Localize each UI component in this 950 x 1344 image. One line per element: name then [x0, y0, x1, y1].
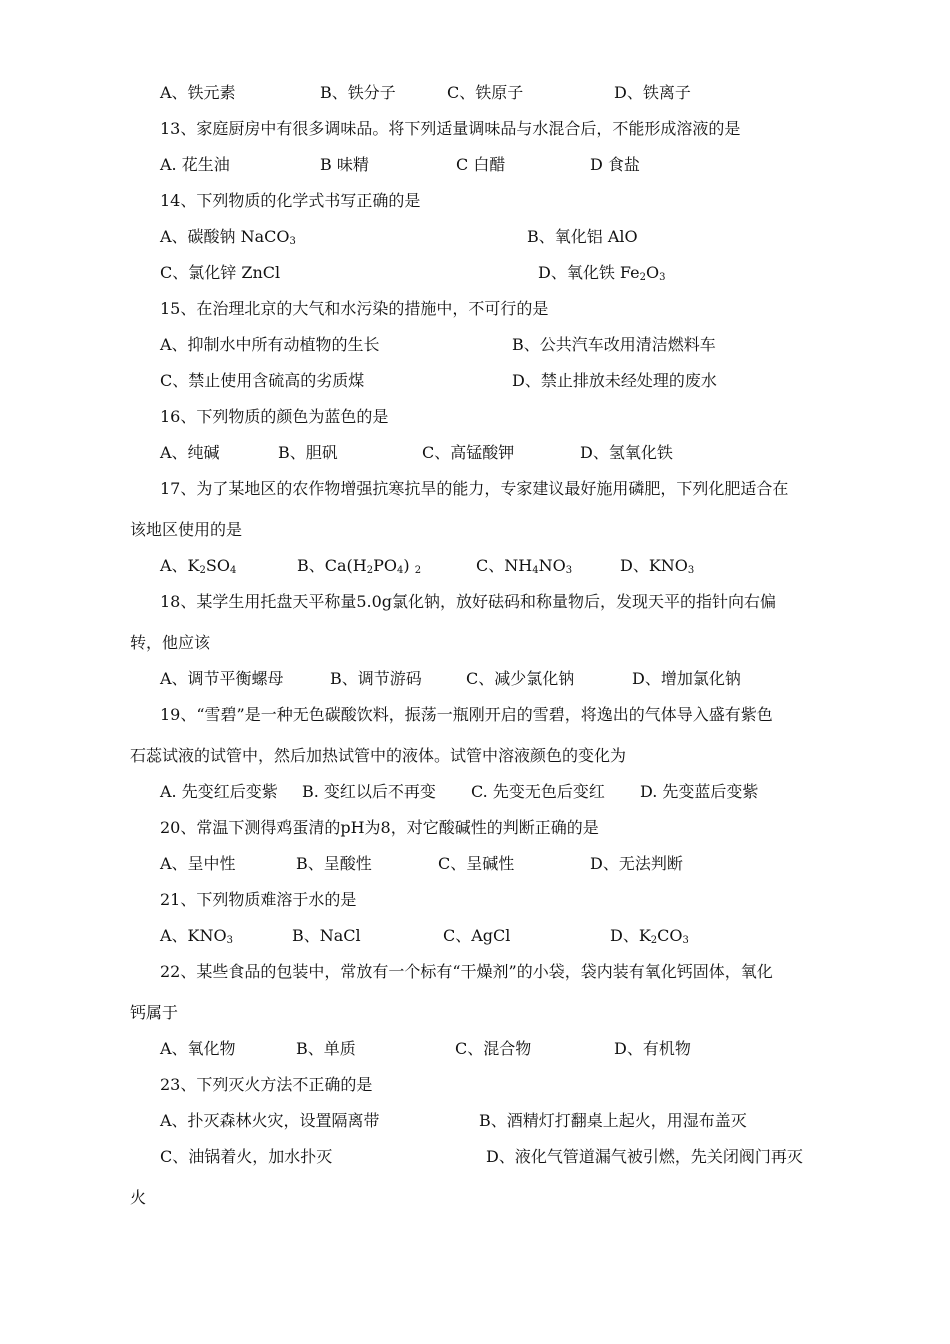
q17-option-d-sub: 3 — [687, 565, 695, 576]
q13-option-a: A. 花生油 — [160, 155, 230, 174]
q12-option-b: B、铁分子 — [320, 83, 396, 102]
q16-option-b: B、胆矾 — [278, 443, 338, 462]
q14-option-a — [160, 227, 296, 247]
q21-option-d-text: D、K — [610, 926, 651, 945]
q14-option-b: B、氧化铝 AlO — [527, 227, 638, 246]
q14-option-a-sub: 3 — [289, 236, 296, 247]
q22-stem-line2: 钙属于 — [130, 1003, 179, 1022]
q17-option-a-sub2: 4 — [229, 565, 237, 576]
q21-option-a-sub: 3 — [226, 935, 234, 946]
q17-option-c-text: C、NH — [476, 556, 533, 575]
q13-option-c: C 白醋 — [456, 155, 506, 174]
q17-option-a — [160, 556, 236, 576]
q23-option-c: C、油锅着火，加水扑灭 — [160, 1147, 333, 1166]
q17-option-d-text: D、KNO — [620, 556, 688, 575]
q17-option-b-sub2: 4 — [397, 565, 404, 576]
q17-option-b-sub1: 2 — [366, 565, 374, 576]
q21-option-d-sub2: 3 — [682, 935, 689, 946]
q18-option-a: A、调节平衡螺母 — [160, 669, 284, 688]
q19-option-c: C. 先变无色后变红 — [471, 782, 605, 801]
q15-option-b: B、公共汽车改用清洁燃料车 — [512, 335, 716, 354]
q17-option-c — [476, 556, 572, 576]
q21-option-c: C、AgCl — [443, 926, 511, 945]
q14-option-d-mid: O — [646, 263, 660, 282]
q14-option-c: C、氯化锌 ZnCl — [160, 263, 281, 282]
q19-stem-line1: 19、“雪碧”是一种无色碳酸饮料，振荡一瓶刚开启的雪碧，将逸出的气体导入盛有紫色 — [160, 705, 773, 724]
q17-option-b — [297, 556, 421, 576]
q21-option-a — [160, 926, 233, 946]
q20-option-c: C、呈碱性 — [438, 854, 515, 873]
q21-option-d — [610, 926, 689, 946]
q19-option-d: D. 先变蓝后变紫 — [640, 782, 759, 801]
q15-stem: 15、在治理北京的大气和水污染的措施中，不可行的是 — [160, 299, 549, 318]
q21-stem: 21、下列物质难溶于水的是 — [160, 890, 357, 909]
q17-option-b-end: ) — [403, 556, 410, 575]
q20-option-b: B、呈酸性 — [296, 854, 372, 873]
q17-stem-line2: 该地区使用的是 — [130, 520, 243, 539]
q18-stem-line1: 18、某学生用托盘天平称量5.0g氯化钠，放好砝码和称量物后，发现天平的指针向右偏 — [160, 592, 777, 611]
q17-option-b-text: B、Ca(H — [297, 556, 367, 575]
q16-option-d: D、氢氧化铁 — [580, 443, 673, 462]
q17-option-b-sub3: 2 — [414, 565, 422, 576]
q22-option-b: B、单质 — [296, 1039, 356, 1058]
q16-option-a: A、纯碱 — [160, 443, 220, 462]
q17-stem-line1: 17、为了某地区的农作物增强抗寒抗旱的能力，专家建议最好施用磷肥，下列化肥适合在 — [160, 479, 789, 498]
q23-option-b: B、酒精灯打翻桌上起火，用湿布盖灭 — [479, 1111, 747, 1130]
q19-option-b: B. 变红以后不再变 — [302, 782, 436, 801]
q21-option-d-sub1: 2 — [650, 935, 658, 946]
q14-option-d-sub1: 2 — [639, 272, 646, 283]
q23-option-d-continuation: 火 — [130, 1188, 147, 1207]
q22-option-c: C、混合物 — [455, 1039, 532, 1058]
q13-option-d: D 食盐 — [590, 155, 640, 174]
q22-option-a: A、氧化物 — [160, 1039, 236, 1058]
q14-option-d — [538, 263, 666, 283]
q17-option-d — [620, 556, 694, 576]
q12-option-d: D、铁离子 — [614, 83, 691, 102]
q16-option-c: C、高锰酸钾 — [422, 443, 515, 462]
q23-option-a: A、扑灭森林火灾，设置隔离带 — [160, 1111, 380, 1130]
q21-option-b: B、NaCl — [292, 926, 361, 945]
q16-stem: 16、下列物质的颜色为蓝色的是 — [160, 407, 389, 426]
q17-option-c-sub2: 3 — [565, 565, 573, 576]
q21-option-d-mid: CO — [657, 926, 683, 945]
q17-option-a-text: A、K — [160, 556, 200, 575]
q14-option-d-text: D、氧化铁 Fe — [538, 263, 640, 282]
q22-option-d: D、有机物 — [614, 1039, 691, 1058]
q12-option-c: C、铁原子 — [447, 83, 524, 102]
q15-option-d: D、禁止排放未经处理的废水 — [512, 371, 717, 390]
q20-option-a: A、呈中性 — [160, 854, 236, 873]
q17-option-a-sub1: 2 — [199, 565, 206, 576]
q17-option-c-sub1: 4 — [532, 565, 539, 576]
q13-option-b: B 味精 — [320, 155, 369, 174]
q21-option-a-text: A、KNO — [160, 926, 227, 945]
q22-stem-line1: 22、某些食品的包装中，常放有一个标有“干燥剂”的小袋，袋内装有氧化钙固体，氧化 — [160, 962, 773, 981]
q15-option-c: C、禁止使用含硫高的劣质煤 — [160, 371, 365, 390]
q14-option-a-text: A、碳酸钠 NaCO — [160, 227, 290, 246]
q23-option-d: D、液化气管道漏气被引燃，先关闭阀门再灭 — [486, 1147, 803, 1166]
q12-option-a: A、铁元素 — [160, 83, 236, 102]
q14-option-d-sub2: 3 — [659, 272, 666, 283]
q19-stem-line2: 石蕊试液的试管中，然后加热试管中的液体。试管中溶液颜色的变化为 — [130, 746, 627, 765]
q20-option-d: D、无法判断 — [590, 854, 683, 873]
q20-stem: 20、常温下测得鸡蛋清的pH为8，对它酸碱性的判断正确的是 — [160, 818, 599, 837]
q18-option-c: C、减少氯化钠 — [466, 669, 575, 688]
q17-option-c-mid: NO — [538, 556, 566, 575]
q14-stem: 14、下列物质的化学式书写正确的是 — [160, 191, 421, 210]
q13-stem: 13、家庭厨房中有很多调味品。将下列适量调味品与水混合后，不能形成溶液的是 — [160, 119, 741, 138]
q18-stem-line2: 转，他应该 — [130, 633, 211, 652]
q18-option-d: D、增加氯化钠 — [632, 669, 741, 688]
q19-option-a: A. 先变红后变紫 — [160, 782, 278, 801]
q17-option-a-post: SO — [205, 556, 230, 575]
q18-option-b: B、调节游码 — [330, 669, 422, 688]
q15-option-a: A、抑制水中所有动植物的生长 — [160, 335, 380, 354]
q17-option-b-mid: PO — [373, 556, 398, 575]
q23-stem: 23、下列灭火方法不正确的是 — [160, 1075, 373, 1094]
